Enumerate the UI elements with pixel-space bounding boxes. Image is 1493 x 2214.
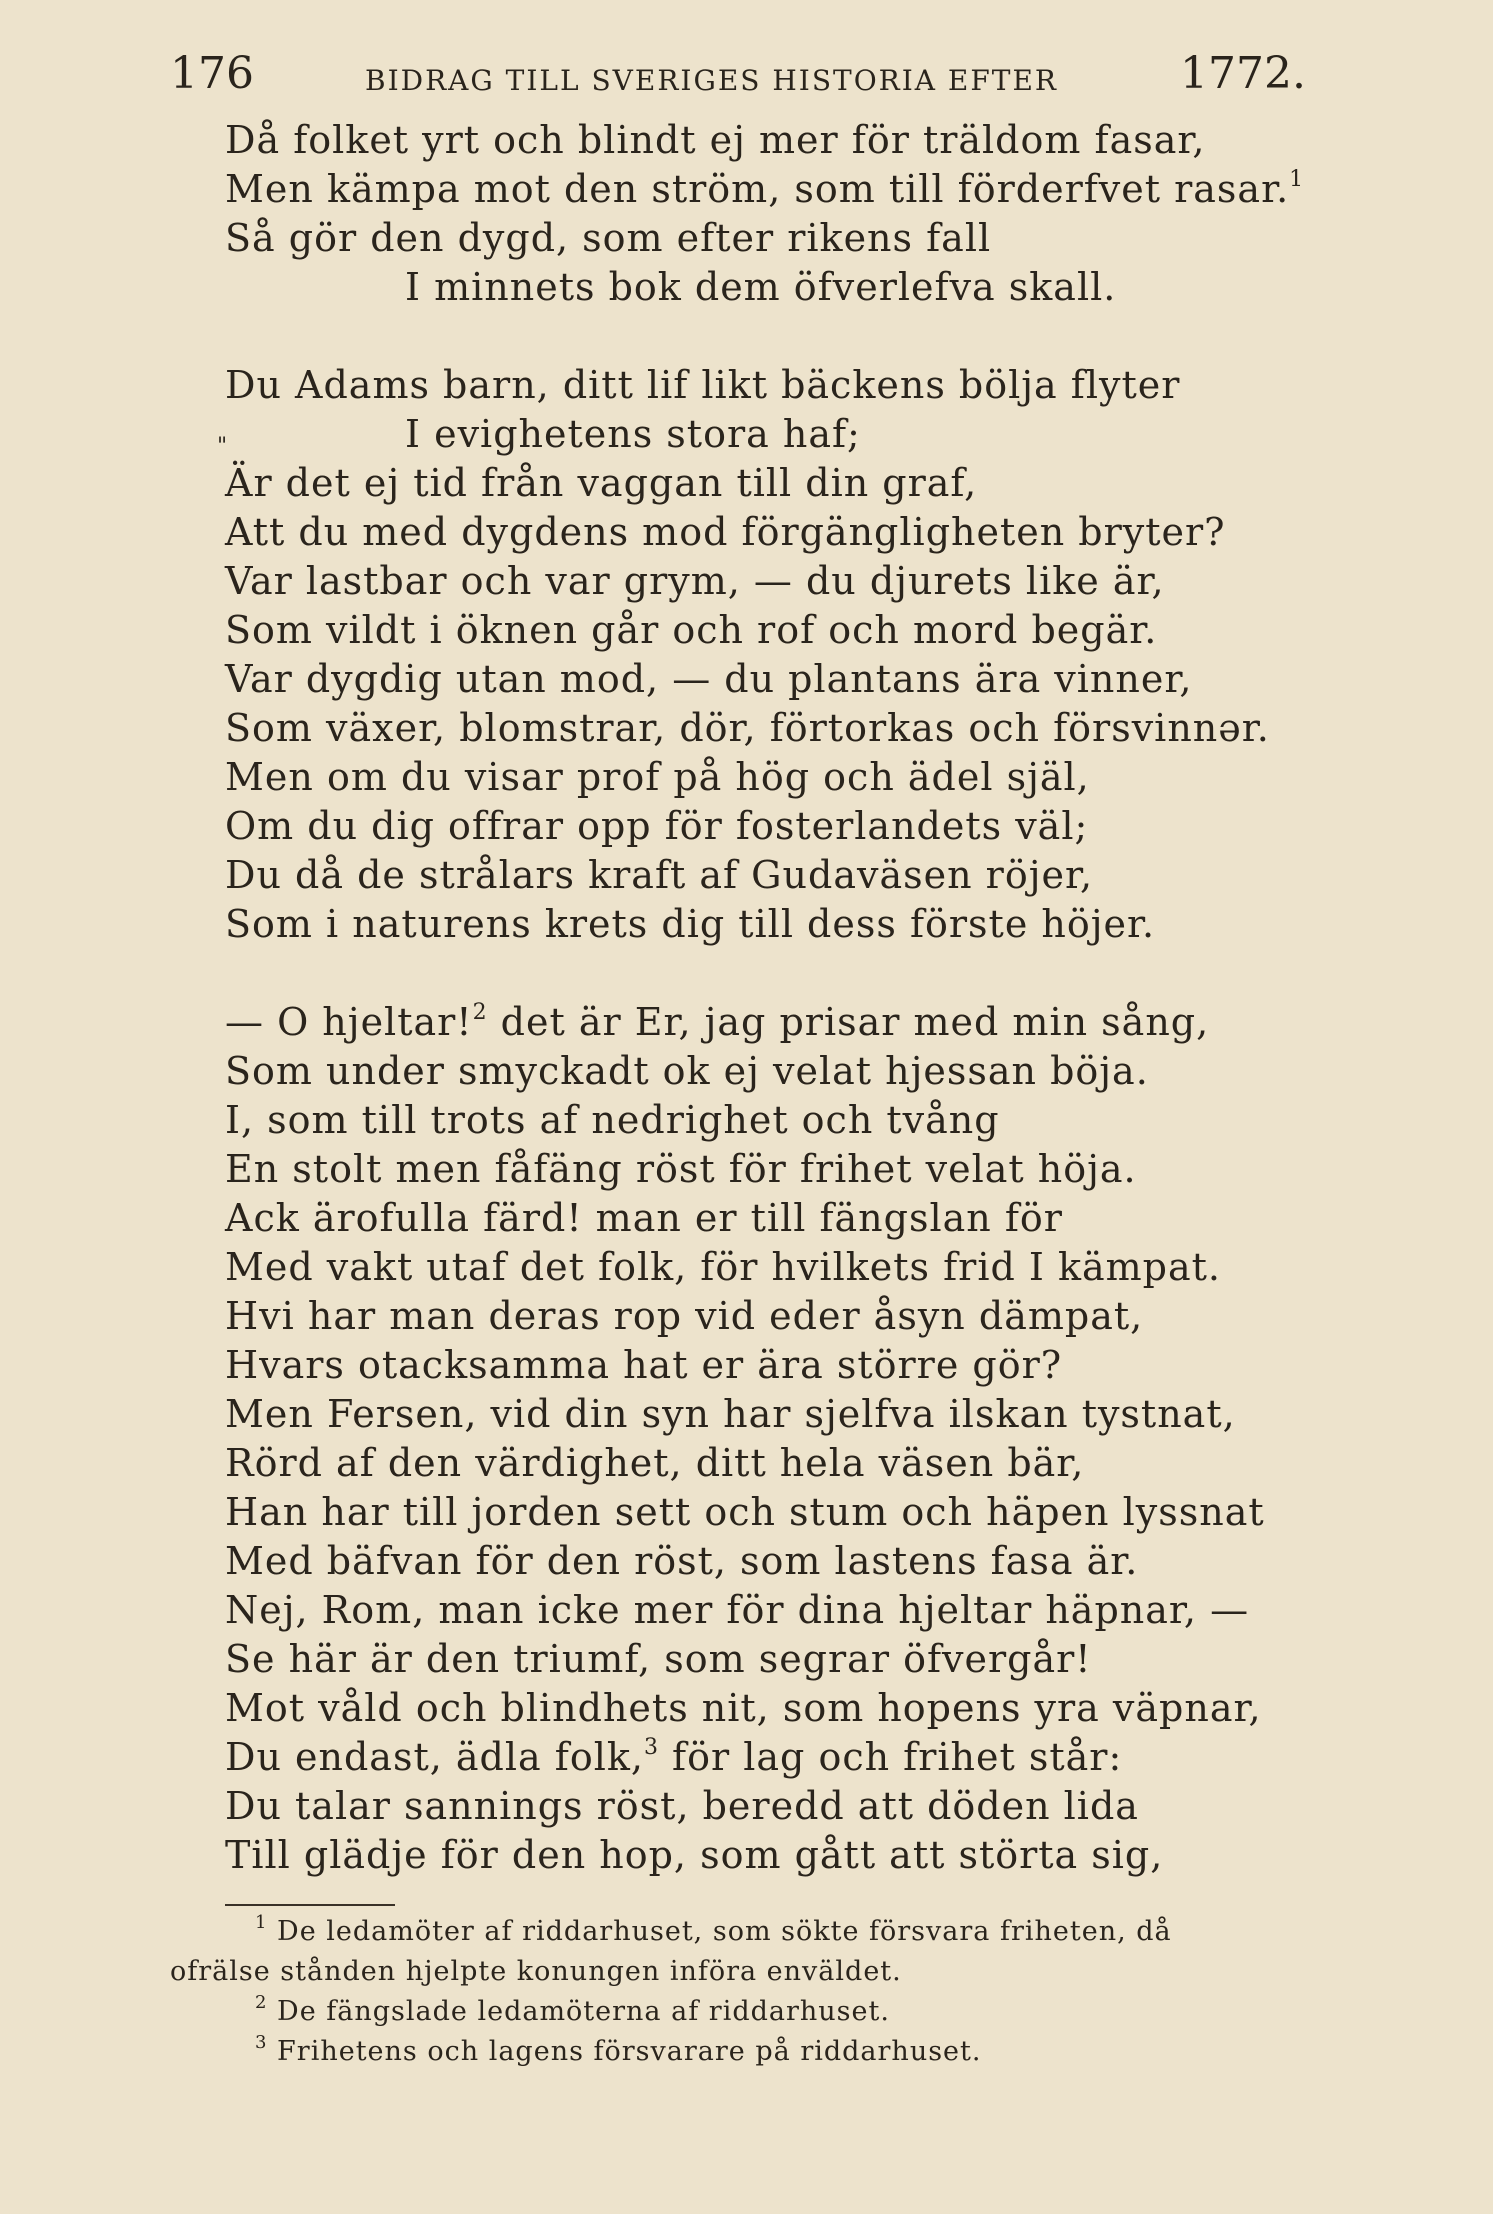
poem-line: Att du med dygdens mod förgängligheten bryter? (225, 510, 1226, 554)
footnote-2 (170, 1992, 1470, 2032)
poem-line: Med vakt utaf det folk, för hvilkets frid I kämpat. (225, 1245, 1222, 1289)
running-title: BIDRAG TILL SVERIGES HISTORIA EFTER (365, 64, 1058, 97)
poem-line: Som växer, blomstrar, dör, förtorkas och försvinnər. (225, 706, 1270, 750)
running-year: 1772. (1180, 48, 1306, 99)
footnote-text: De fängslade ledamöterna af riddarhuset. (277, 1996, 890, 2027)
poem-line: Som vildt i öknen går och rof och mord begär. (225, 608, 1158, 652)
poem-line: Var lastbar och var grym, — du djurets like är, (225, 559, 1165, 603)
poem-line: Som i naturens krets dig till dess förste höjer. (225, 902, 1156, 946)
footnote-text: De ledamöter af riddarhuset, som sökte försvara friheten, då (277, 1916, 1172, 1947)
poem-line: Hvi har man deras rop vid eder åsyn dämpat, (225, 1294, 1144, 1338)
poem-line: Till glädje för den hop, som gått att störta sig, (225, 1833, 1164, 1877)
poem-line-text: Men kämpa mot den ström, som till förderfvet rasar. (225, 167, 1290, 211)
poem-line-text: för lag och frihet står: (658, 1735, 1123, 1779)
poem-line (225, 998, 1425, 1047)
poem-text (217, 116, 1425, 1880)
poem-line: Du talar sannings röst, beredd att döden lida (225, 1784, 1139, 1828)
poem-line: I minnets bok dem öfverlefva skall. (405, 265, 1117, 309)
poem-line: Hvars otacksamma hat er ära större gör? (225, 1343, 1063, 1387)
poem-line (225, 1733, 1425, 1782)
poem-line (225, 165, 1425, 214)
page-header (170, 40, 1306, 110)
poem-line: Rörd af den värdighet, ditt hela väsen bär, (225, 1441, 1085, 1485)
stanza-break (225, 312, 1425, 361)
poem-line: Han har till jorden sett och stum och häpen lyssnat (225, 1490, 1265, 1534)
footnote-text: Frihetens och lagens försvarare på riddarhuset. (277, 2036, 982, 2067)
poem-line: Om du dig offrar opp för fosterlandets väl; (225, 804, 1089, 848)
poem-line: Mot våld och blindhets nit, som hopens yra väpnar, (225, 1686, 1262, 1730)
poem-line: Med bäfvan för den röst, som lastens fasa är. (225, 1539, 1139, 1583)
footnote-1-continued: ofrälse stånden hjelpte konungen införa enväldet. (170, 1956, 902, 1987)
poem-line: I, som till trots af nedrighet och tvång (225, 1098, 1000, 1142)
poem-line: Du Adams barn, ditt lif likt bäckens bölja flyter (225, 363, 1181, 407)
poem-line: Nej, Rom, man icke mer för dina hjeltar häpnar, — (225, 1588, 1250, 1632)
poem-line: En stolt men fåfäng röst för frihet velat höja. (225, 1147, 1137, 1191)
footnote-1 (170, 1912, 1470, 1952)
poem-line (217, 410, 1425, 459)
footnote-ref: 2 (472, 1000, 488, 1025)
footnote-ref: 1 (1289, 167, 1305, 192)
footnotes (170, 1912, 1470, 2072)
footnote-number: 3 (255, 2032, 268, 2053)
footnote-divider (225, 1904, 395, 1906)
poem-line: Då folket yrt och blindt ej mer för träldom fasar, (225, 118, 1206, 162)
poem-line: Var dygdig utan mod, — du plantans ära vinner, (225, 657, 1193, 701)
poem-line: Så gör den dygd, som efter rikens fall (225, 216, 992, 260)
poem-line: Ack ärofulla färd! man er till fängslan för (225, 1196, 1063, 1240)
poem-line-text: — O hjeltar! (225, 1000, 473, 1044)
page-number: 176 (170, 48, 254, 99)
poem-line: Men om du visar prof på hög och ädel själ, (225, 755, 1090, 799)
stanza-break (225, 949, 1425, 998)
poem-line: Se här är den triumf, som segrar öfvergår! (225, 1637, 1092, 1681)
footnote-ref: 3 (643, 1735, 659, 1760)
poem-line-text: Du endast, ädla folk, (225, 1735, 644, 1779)
poem-line: Du då de strålars kraft af Gudaväsen röjer, (225, 853, 1094, 897)
footnote-number: 1 (255, 1912, 268, 1933)
footnote-3 (170, 2032, 1470, 2072)
poem-line: Men Fersen, vid din syn har sjelfva ilskan tystnat, (225, 1392, 1236, 1436)
poem-line-text: det är Er, jag prisar med min sång, (487, 1000, 1210, 1044)
poem-line: Som under smyckadt ok ej velat hjessan böja. (225, 1049, 1149, 1093)
poem-line: Är det ej tid från vaggan till din graf, (225, 461, 978, 505)
footnote-number: 2 (255, 1992, 268, 2013)
poem-line-text: I evighetens stora haf; (405, 412, 861, 456)
stray-mark: " (217, 434, 229, 459)
